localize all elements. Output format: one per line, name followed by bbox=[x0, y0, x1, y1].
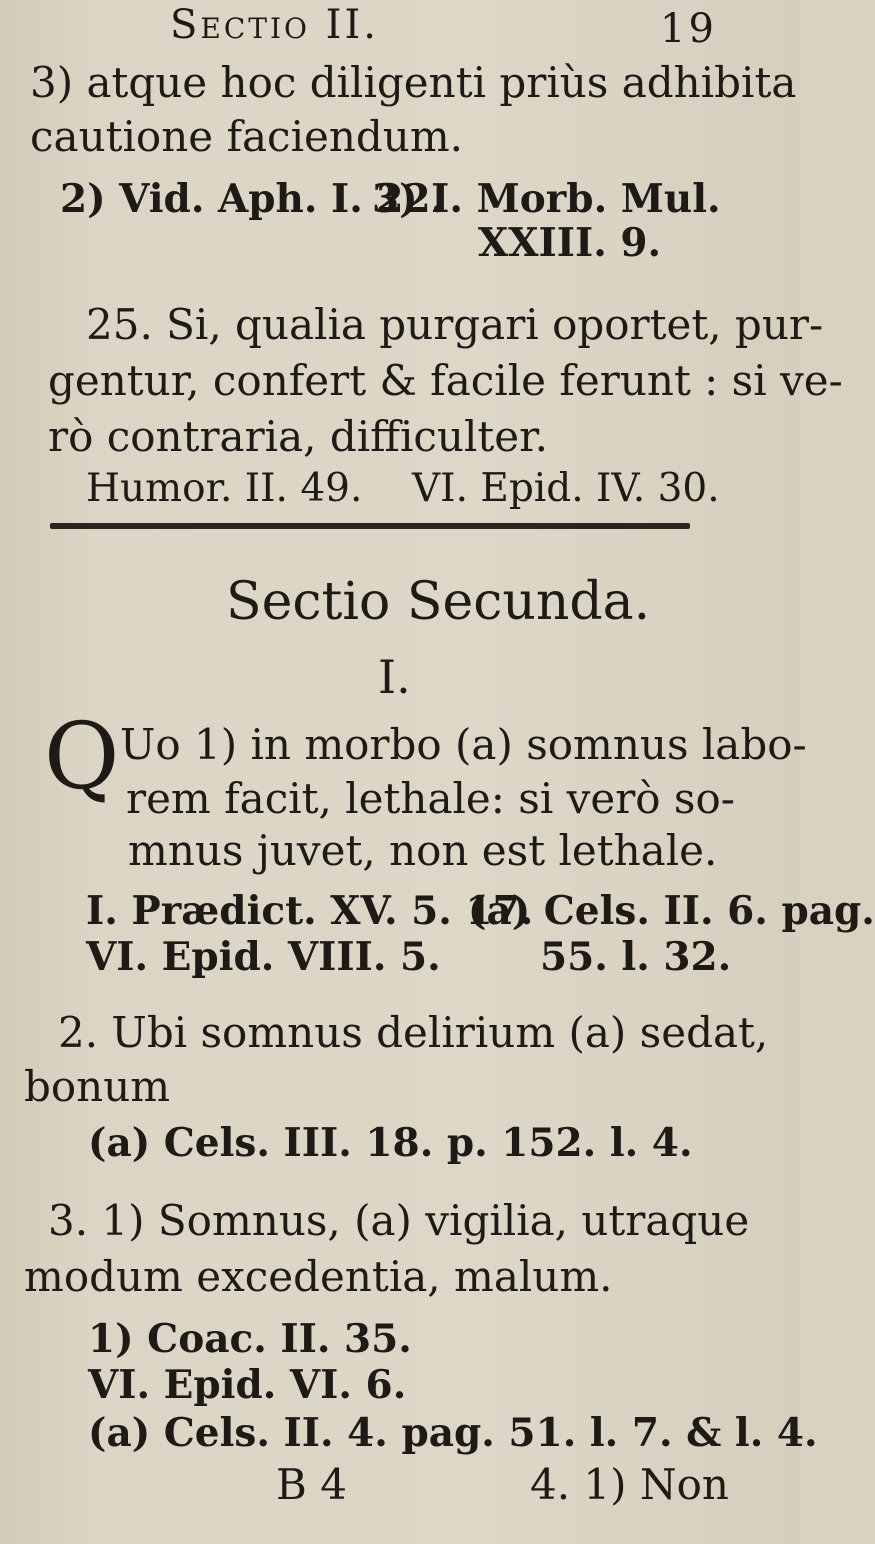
footnote-ref: (a) Cels. II. 4. pag. 51. l. 7. & l. 4. bbox=[88, 1410, 818, 1456]
text-line: bonum bbox=[24, 1062, 171, 1111]
footnote-ref: 1) Coac. II. 35. bbox=[88, 1316, 412, 1362]
running-head: Sectio II. bbox=[170, 2, 379, 48]
text-line: Uo 1) in morbo (a) somnus labo- bbox=[120, 720, 807, 769]
footnote-ref: Humor. II. 49. bbox=[86, 466, 363, 511]
text-line: modum excedentia, malum. bbox=[24, 1252, 613, 1301]
page-number: 19 bbox=[660, 6, 717, 52]
footnote-ref: I. Prædict. XV. 5. 17. bbox=[86, 888, 534, 934]
section-divider bbox=[50, 523, 690, 529]
footnote-ref: 55. l. 32. bbox=[540, 934, 732, 980]
catchword: 4. 1) Non bbox=[530, 1460, 729, 1509]
section-title: Sectio Secunda. bbox=[226, 572, 651, 632]
signature-mark: B 4 bbox=[276, 1460, 347, 1509]
footnote-ref: (a) Cels. II. 6. pag. bbox=[468, 888, 875, 934]
section-numeral: I. bbox=[378, 650, 411, 704]
drop-cap: Q bbox=[44, 703, 120, 810]
text-line: gentur, confert & facile ferunt : si ve- bbox=[48, 356, 843, 405]
text-line: cautione faciendum. bbox=[30, 112, 464, 161]
text-line: 3. 1) Somnus, (a) vigilia, utraque bbox=[48, 1196, 750, 1245]
footnote-ref: XXIII. 9. bbox=[478, 220, 662, 266]
footnote-ref: VI. Epid. IV. 30. bbox=[412, 466, 720, 511]
text-line: 3) atque hoc diligenti priùs adhibita bbox=[30, 58, 797, 107]
text-line: rem facit, lethale: si verò so- bbox=[126, 774, 735, 823]
footnote-ref: 3) I. Morb. Mul. bbox=[372, 176, 721, 222]
footnote-ref: VI. Epid. VI. 6. bbox=[88, 1362, 407, 1408]
text-line: 25. Si, qualia purgari oportet, pur- bbox=[86, 300, 824, 349]
footnote-ref: VI. Epid. VIII. 5. bbox=[86, 934, 441, 980]
text-line: mnus juvet, non est lethale. bbox=[128, 826, 718, 875]
footnote-ref: (a) Cels. III. 18. p. 152. l. 4. bbox=[88, 1120, 693, 1166]
text-line: 2. Ubi somnus delirium (a) sedat, bbox=[58, 1008, 769, 1057]
text-line: rò contraria, difficulter. bbox=[48, 412, 548, 461]
footnote-ref: 2) Vid. Aph. I. 22. bbox=[60, 176, 445, 222]
